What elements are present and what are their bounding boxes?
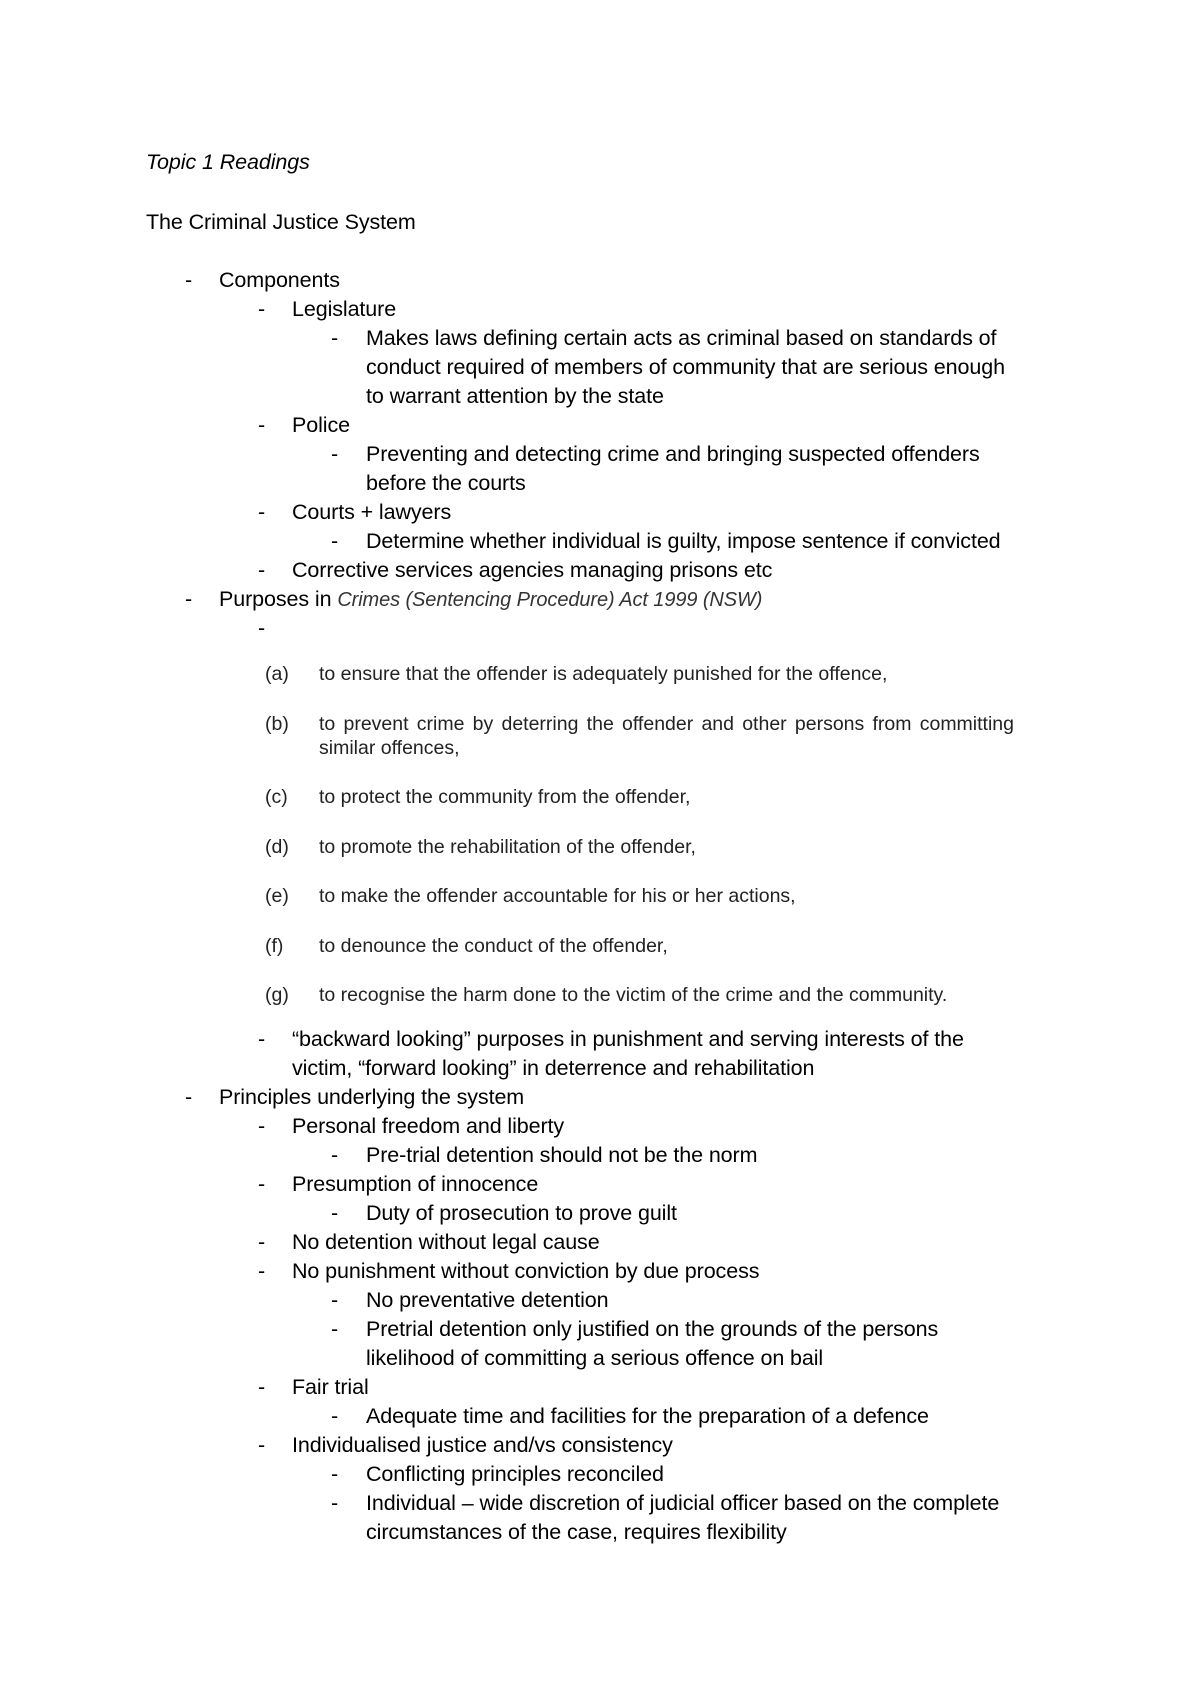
legislature-desc-line: to warrant attention by the state bbox=[366, 384, 664, 408]
purpose-text: to promote the rehabilitation of the offender, bbox=[319, 836, 696, 858]
purpose-label: (d) bbox=[265, 836, 289, 858]
bullet-dash: - bbox=[258, 1230, 266, 1254]
principle-no-punishment-sub-line: Pretrial detention only justified on the grounds of the persons bbox=[366, 1317, 939, 1341]
legislature-desc-line: Makes laws defining certain acts as criminal based on standards of bbox=[366, 326, 997, 350]
purpose-label: (f) bbox=[265, 935, 284, 957]
police-desc-line: before the courts bbox=[366, 471, 526, 495]
principles-label: Principles underlying the system bbox=[219, 1085, 525, 1109]
bullet-dash: - bbox=[331, 529, 339, 553]
bullet-dash: - bbox=[185, 268, 193, 292]
principle-innocence: Presumption of innocence bbox=[292, 1172, 539, 1196]
topic-heading: Topic 1 Readings bbox=[146, 150, 310, 174]
bullet-dash: - bbox=[258, 558, 266, 582]
principle-fair-trial-sub: Adequate time and facilities for the preparation of a defence bbox=[366, 1404, 929, 1428]
principle-individualised: Individualised justice and/vs consistency bbox=[292, 1433, 673, 1457]
bullet-dash: - bbox=[185, 1085, 193, 1109]
components-label: Components bbox=[219, 268, 340, 292]
principle-no-detention: No detention without legal cause bbox=[292, 1230, 600, 1254]
bullet-dash: - bbox=[258, 1259, 266, 1283]
purpose-label: (e) bbox=[265, 885, 289, 907]
bullet-dash: - bbox=[258, 500, 266, 524]
act-title: Crimes (Sentencing Procedure) Act 1999 (NSW) bbox=[337, 589, 763, 611]
bullet-dash: - bbox=[331, 442, 339, 466]
principle-innocence-sub: Duty of prosecution to prove guilt bbox=[366, 1201, 677, 1225]
bullet-dash: - bbox=[258, 616, 266, 640]
purpose-label: (b) bbox=[265, 713, 289, 735]
bullet-dash: - bbox=[258, 1027, 266, 1051]
purpose-text: to recognise the harm done to the victim of the crime and the community. bbox=[319, 984, 948, 1006]
purposes-note-line: victim, “forward looking” in deterrence and rehabilitation bbox=[292, 1056, 815, 1080]
corrective-services: Corrective services agencies managing prisons etc bbox=[292, 558, 773, 582]
police-label: Police bbox=[292, 413, 350, 437]
purpose-text: to denounce the conduct of the offender, bbox=[319, 935, 668, 957]
purpose-text: to ensure that the offender is adequately punished for the offence, bbox=[319, 663, 888, 685]
bullet-dash: - bbox=[258, 297, 266, 321]
principle-no-punishment: No punishment without conviction by due process bbox=[292, 1259, 760, 1283]
purpose-text: to prevent crime by deterring the offender and other persons from committing similar offences, bbox=[319, 713, 1014, 759]
purpose-text: to protect the community from the offender, bbox=[319, 786, 691, 808]
bullet-dash: - bbox=[258, 1375, 266, 1399]
principle-freedom: Personal freedom and liberty bbox=[292, 1114, 565, 1138]
bullet-dash: - bbox=[258, 413, 266, 437]
purposes-note-line: “backward looking” purposes in punishment and serving interests of the bbox=[292, 1027, 964, 1051]
bullet-dash: - bbox=[185, 587, 193, 611]
principle-fair-trial: Fair trial bbox=[292, 1375, 369, 1399]
police-desc-line: Preventing and detecting crime and bringing suspected offenders bbox=[366, 442, 980, 466]
bullet-dash: - bbox=[331, 1404, 339, 1428]
purpose-text: to make the offender accountable for his or her actions, bbox=[319, 885, 796, 907]
purposes-prefix: Purposes in bbox=[219, 587, 338, 611]
principle-no-punishment-sub-line: likelihood of committing a serious offence on bail bbox=[366, 1346, 824, 1370]
bullet-dash: - bbox=[331, 326, 339, 350]
purpose-label: (c) bbox=[265, 786, 288, 808]
principle-individualised-sub-line: circumstances of the case, requires flexibility bbox=[366, 1520, 787, 1544]
courts-label: Courts + lawyers bbox=[292, 500, 452, 524]
principle-freedom-sub: Pre-trial detention should not be the norm bbox=[366, 1143, 758, 1167]
purpose-label: (g) bbox=[265, 984, 289, 1006]
section-title: The Criminal Justice System bbox=[146, 210, 416, 234]
legislature-label: Legislature bbox=[292, 297, 397, 321]
bullet-dash: - bbox=[331, 1462, 339, 1486]
courts-desc: Determine whether individual is guilty, impose sentence if convicted bbox=[366, 529, 1001, 553]
principle-no-punishment-sub: No preventative detention bbox=[366, 1288, 609, 1312]
principle-individualised-sub: Conflicting principles reconciled bbox=[366, 1462, 664, 1486]
bullet-dash: - bbox=[331, 1491, 339, 1515]
bullet-dash: - bbox=[331, 1143, 339, 1167]
purposes-label bbox=[219, 585, 762, 614]
legislature-desc-line: conduct required of members of community that are serious enough bbox=[366, 355, 1005, 379]
bullet-dash: - bbox=[258, 1433, 266, 1457]
bullet-dash: - bbox=[331, 1317, 339, 1341]
bullet-dash: - bbox=[258, 1172, 266, 1196]
bullet-dash: - bbox=[331, 1201, 339, 1225]
bullet-dash: - bbox=[331, 1288, 339, 1312]
principle-individualised-sub-line: Individual – wide discretion of judicial officer based on the complete bbox=[366, 1491, 1000, 1515]
bullet-dash: - bbox=[258, 1114, 266, 1138]
purpose-label: (a) bbox=[265, 663, 289, 685]
